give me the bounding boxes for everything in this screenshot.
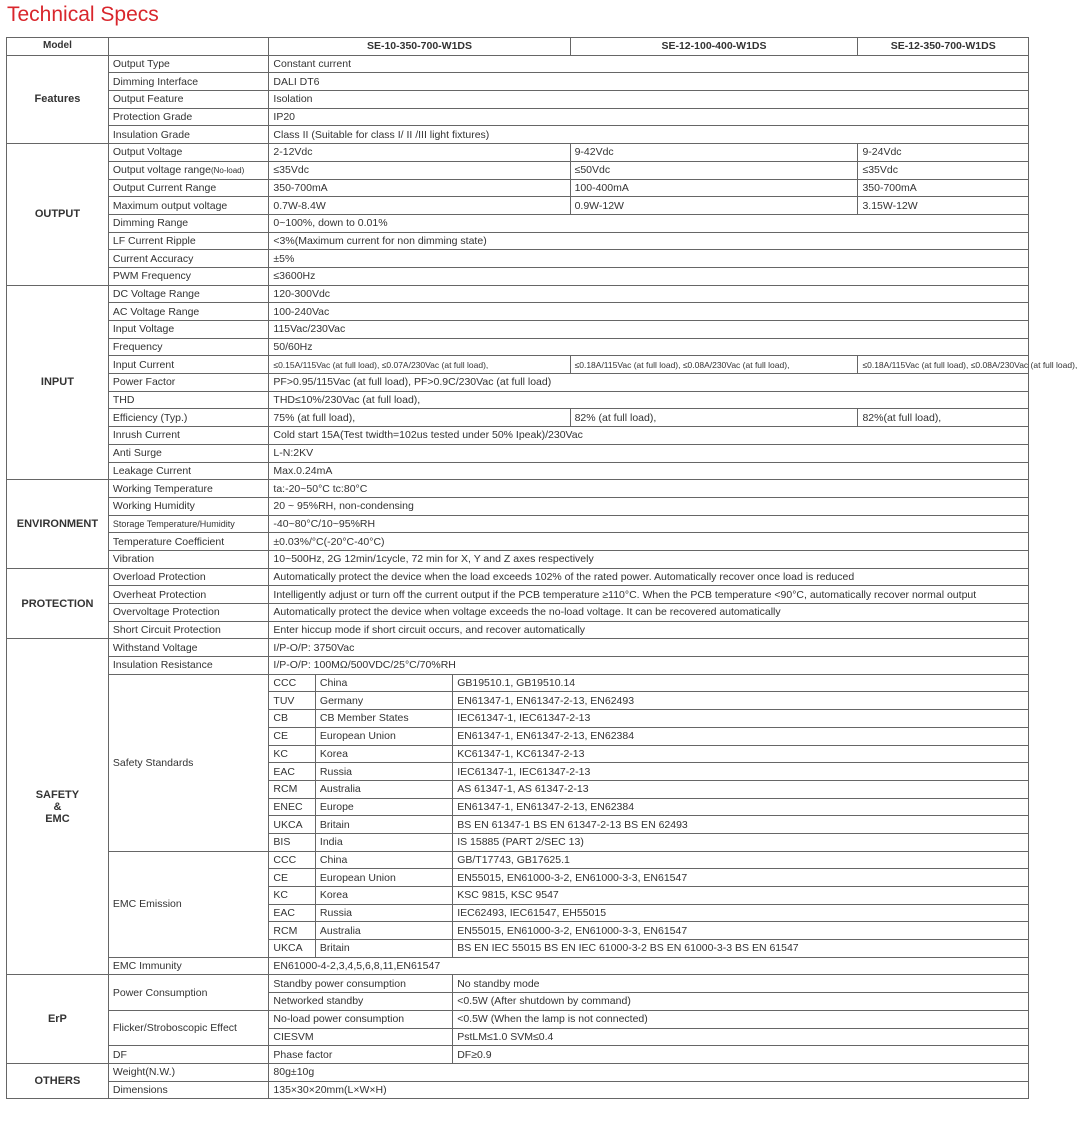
spec-value: 100-240Vac <box>269 303 1029 321</box>
spec-name: Dimming Interface <box>108 73 269 91</box>
erp-value: No standby mode <box>453 975 1029 993</box>
spec-name: AC Voltage Range <box>108 303 269 321</box>
spec-name: Overheat Protection <box>108 586 269 604</box>
std-value: AS 61347-1, AS 61347-2-13 <box>453 780 1029 798</box>
spec-name: THD <box>108 391 269 409</box>
spec-name: Insulation Grade <box>108 126 269 144</box>
std-region: China <box>315 851 452 869</box>
std-region: Russia <box>315 904 452 922</box>
std-value: GB/T17743, GB17625.1 <box>453 851 1029 869</box>
spec-value: IP20 <box>269 108 1029 126</box>
spec-name: Storage Temperature/Humidity <box>108 515 269 533</box>
std-code: CCC <box>269 674 316 692</box>
std-value: EN61347-1, EN61347-2-13, EN62493 <box>453 692 1029 710</box>
spec-name: Dimming Range <box>108 214 269 232</box>
spec-value: Cold start 15A(Test twidth=102us tested under 50% Ipeak)/230Vac <box>269 427 1029 445</box>
spec-value: ta:-20~50°C tc:80°C <box>269 480 1029 498</box>
spec-value: 2-12Vdc <box>269 144 570 162</box>
std-region: India <box>315 833 452 851</box>
spec-value: ±5% <box>269 250 1029 268</box>
spec-value: 10~500Hz, 2G 12min/1cycle, 72 min for X, Y and Z axes respectively <box>269 550 1029 568</box>
spec-value: ≤50Vdc <box>570 161 858 179</box>
std-region: Australia <box>315 922 452 940</box>
erp-item: No-load power consumption <box>269 1010 453 1028</box>
spec-name: Weight(N.W.) <box>108 1063 269 1081</box>
spec-name: Input Voltage <box>108 321 269 339</box>
std-value: KC61347-1, KC61347-2-13 <box>453 745 1029 763</box>
std-region: Australia <box>315 780 452 798</box>
std-value: IEC61347-1, IEC61347-2-13 <box>453 763 1029 781</box>
spec-value: 120-300Vdc <box>269 285 1029 303</box>
spec-name-text: Output voltage range <box>112 163 211 176</box>
spec-value: EN61000-4-2,3,4,5,6,8,11,EN61547 <box>269 957 1029 975</box>
std-code: RCM <box>269 780 316 798</box>
spec-value: 0.9W-12W <box>570 197 858 215</box>
spec-value: I/P-O/P: 3750Vac <box>269 639 1029 657</box>
category-output: OUTPUT <box>7 144 109 286</box>
erp-value: DF≥0.9 <box>453 1046 1029 1064</box>
spec-name: Insulation Resistance <box>108 657 269 675</box>
spec-value: ≤0.18A/115Vac (at full load), ≤0.08A/230Vac (at full load), <box>858 356 1029 374</box>
spec-value: 75% (at full load), <box>269 409 570 427</box>
spec-value: 9-42Vdc <box>570 144 858 162</box>
std-region: CB Member States <box>315 710 452 728</box>
std-value: EN55015, EN61000-3-2, EN61000-3-3, EN61547 <box>453 869 1029 887</box>
spec-name: Inrush Current <box>108 427 269 445</box>
std-region: China <box>315 674 452 692</box>
spec-name: Overload Protection <box>108 568 269 586</box>
category-erp: ErP <box>7 975 109 1063</box>
spec-name: Frequency <box>108 338 269 356</box>
spec-value: 0.7W-8.4W <box>269 197 570 215</box>
spec-name: Withstand Voltage <box>108 639 269 657</box>
spec-value: Isolation <box>269 91 1029 109</box>
spec-value: 135×30×20mm(L×W×H) <box>269 1081 1029 1099</box>
spec-name: Temperature Coefficient <box>108 533 269 551</box>
page-title: Technical Specs <box>7 3 159 26</box>
std-value: IEC62493, IEC61547, EH55015 <box>453 904 1029 922</box>
erp-item: Standby power consumption <box>269 975 453 993</box>
std-region: Europe <box>315 798 452 816</box>
spec-name: Input Current <box>108 356 269 374</box>
spec-value: 100-400mA <box>570 179 858 197</box>
std-region: Britain <box>315 940 452 958</box>
spec-value: 3.15W-12W <box>858 197 1029 215</box>
spec-value: ≤0.18A/115Vac (at full load), ≤0.08A/230Vac (at full load), <box>570 356 858 374</box>
category-features: Features <box>7 55 109 143</box>
std-code: TUV <box>269 692 316 710</box>
std-region: Germany <box>315 692 452 710</box>
category-protection: PROTECTION <box>7 568 109 639</box>
model-name: SE-12-350-700-W1DS <box>858 38 1029 56</box>
spec-name: Power Consumption <box>108 975 269 1010</box>
spec-value: L-N:2KV <box>269 444 1029 462</box>
spec-name: Vibration <box>108 550 269 568</box>
spec-value: Intelligently adjust or turn off the current output if the PCB temperature ≥110°C. When the PCB temperature <90°C, automatically recover normal output <box>269 586 1029 604</box>
std-code: UKCA <box>269 940 316 958</box>
std-value: BS EN IEC 55015 BS EN IEC 61000-3-2 BS EN 61000-3-3 BS EN 61547 <box>453 940 1029 958</box>
spec-name: Output Current Range <box>108 179 269 197</box>
std-code: CE <box>269 869 316 887</box>
std-code: RCM <box>269 922 316 940</box>
std-code: CCC <box>269 851 316 869</box>
category-line: & <box>53 800 62 813</box>
spec-value: 50/60Hz <box>269 338 1029 356</box>
std-code: KC <box>269 745 316 763</box>
category-safety-emc <box>7 639 109 975</box>
spec-name: Flicker/Stroboscopic Effect <box>108 1010 269 1045</box>
std-value: EN61347-1, EN61347-2-13, EN62384 <box>453 727 1029 745</box>
spec-name: Working Humidity <box>108 497 269 515</box>
std-region: Russia <box>315 763 452 781</box>
spec-value: 9-24Vdc <box>858 144 1029 162</box>
std-value: IS 15885 (PART 2/SEC 13) <box>453 833 1029 851</box>
erp-item: CIESVM <box>269 1028 453 1046</box>
std-region: Korea <box>315 745 452 763</box>
erp-value: PstLM≤1.0 SVM≤0.4 <box>453 1028 1029 1046</box>
spec-name: Anti Surge <box>108 444 269 462</box>
spec-value: ≤35Vdc <box>858 161 1029 179</box>
spec-name: LF Current Ripple <box>108 232 269 250</box>
std-value: IEC61347-1, IEC61347-2-13 <box>453 710 1029 728</box>
spec-value: ≤0.15A/115Vac (at full load), ≤0.07A/230Vac (at full load), <box>269 356 570 374</box>
std-code: ENEC <box>269 798 316 816</box>
std-value: EN55015, EN61000-3-2, EN61000-3-3, EN61547 <box>453 922 1029 940</box>
erp-value: <0.5W (When the lamp is not connected) <box>453 1010 1029 1028</box>
spec-value: ≤3600Hz <box>269 267 1029 285</box>
spec-name: Overvoltage Protection <box>108 604 269 622</box>
spec-value: <3%(Maximum current for non dimming state) <box>269 232 1029 250</box>
spec-value: 350-700mA <box>269 179 570 197</box>
spec-name: Efficiency (Typ.) <box>108 409 269 427</box>
std-region: European Union <box>315 869 452 887</box>
spec-name <box>108 161 269 179</box>
std-region: European Union <box>315 727 452 745</box>
std-code: BIS <box>269 833 316 851</box>
spec-value: Enter hiccup mode if short circuit occurs, and recover automatically <box>269 621 1029 639</box>
spec-value: 0~100%, down to 0.01% <box>269 214 1029 232</box>
std-code: UKCA <box>269 816 316 834</box>
spec-value: 350-700mA <box>858 179 1029 197</box>
spec-value: Automatically protect the device when the load exceeds 102% of the rated power. Automatically recover once load is reduced <box>269 568 1029 586</box>
model-header: Model <box>7 38 109 56</box>
category-environment: ENVIRONMENT <box>7 480 109 568</box>
std-code: KC <box>269 887 316 905</box>
erp-value: <0.5W (After shutdown by command) <box>453 993 1029 1011</box>
spec-name: Current Accuracy <box>108 250 269 268</box>
spec-value: -40~80°C/10~95%RH <box>269 515 1029 533</box>
spec-name: Short Circuit Protection <box>108 621 269 639</box>
spec-name: Output Type <box>108 55 269 73</box>
std-code: CB <box>269 710 316 728</box>
spec-value: Class II (Suitable for class I/ II /III light fixtures) <box>269 126 1029 144</box>
std-value: GB19510.1, GB19510.14 <box>453 674 1029 692</box>
spec-value: 80g±10g <box>269 1063 1029 1081</box>
spec-value: 82% (at full load), <box>570 409 858 427</box>
spec-value: 115Vac/230Vac <box>269 321 1029 339</box>
spec-name: Maximum output voltage <box>108 197 269 215</box>
spec-name-note: (No-load) <box>210 165 245 175</box>
spec-value: Max.0.24mA <box>269 462 1029 480</box>
spec-value: ±0.03%/°C(-20°C-40°C) <box>269 533 1029 551</box>
spec-name: Output Voltage <box>108 144 269 162</box>
erp-item: Networked standby <box>269 993 453 1011</box>
spec-name: EMC Emission <box>108 851 269 957</box>
std-value: BS EN 61347-1 BS EN 61347-2-13 BS EN 62493 <box>453 816 1029 834</box>
std-code: CE <box>269 727 316 745</box>
header-row <box>7 38 1029 56</box>
std-code: EAC <box>269 763 316 781</box>
model-name: SE-10-350-700-W1DS <box>269 38 570 56</box>
spec-name: PWM Frequency <box>108 267 269 285</box>
spec-name: EMC Immunity <box>108 957 269 975</box>
std-value: EN61347-1, EN61347-2-13, EN62384 <box>453 798 1029 816</box>
model-name: SE-12-100-400-W1DS <box>570 38 858 56</box>
spec-name: Dimensions <box>108 1081 269 1099</box>
spec-name: Output Feature <box>108 91 269 109</box>
spec-value: PF>0.95/115Vac (at full load), PF>0.9C/230Vac (at full load) <box>269 374 1029 392</box>
specs-table <box>6 37 1077 1099</box>
spec-name: Working Temperature <box>108 480 269 498</box>
spec-value: 82%(at full load), <box>858 409 1029 427</box>
category-line: EMC <box>45 812 70 825</box>
header-blank <box>108 38 269 56</box>
erp-item: Phase factor <box>269 1046 453 1064</box>
spec-value: THD≤10%/230Vac (at full load), <box>269 391 1029 409</box>
spec-name: Protection Grade <box>108 108 269 126</box>
spec-name: Leakage Current <box>108 462 269 480</box>
spec-value: 20 ~ 95%RH, non-condensing <box>269 497 1029 515</box>
spec-value: Automatically protect the device when voltage exceeds the no-load voltage. It can be recovered automatically <box>269 604 1029 622</box>
category-others: OTHERS <box>7 1063 109 1098</box>
std-region: Britain <box>315 816 452 834</box>
spec-value: I/P-O/P: 100MΩ/500VDC/25°C/70%RH <box>269 657 1029 675</box>
spec-name: Safety Standards <box>108 674 269 851</box>
category-line: SAFETY <box>35 788 80 801</box>
spec-name: DF <box>108 1046 269 1064</box>
spec-value: DALI DT6 <box>269 73 1029 91</box>
std-region: Korea <box>315 887 452 905</box>
spec-name: Power Factor <box>108 374 269 392</box>
std-value: KSC 9815, KSC 9547 <box>453 887 1029 905</box>
category-input: INPUT <box>7 285 109 480</box>
std-code: EAC <box>269 904 316 922</box>
spec-name: DC Voltage Range <box>108 285 269 303</box>
spec-value: ≤35Vdc <box>269 161 570 179</box>
spec-value: Constant current <box>269 55 1029 73</box>
